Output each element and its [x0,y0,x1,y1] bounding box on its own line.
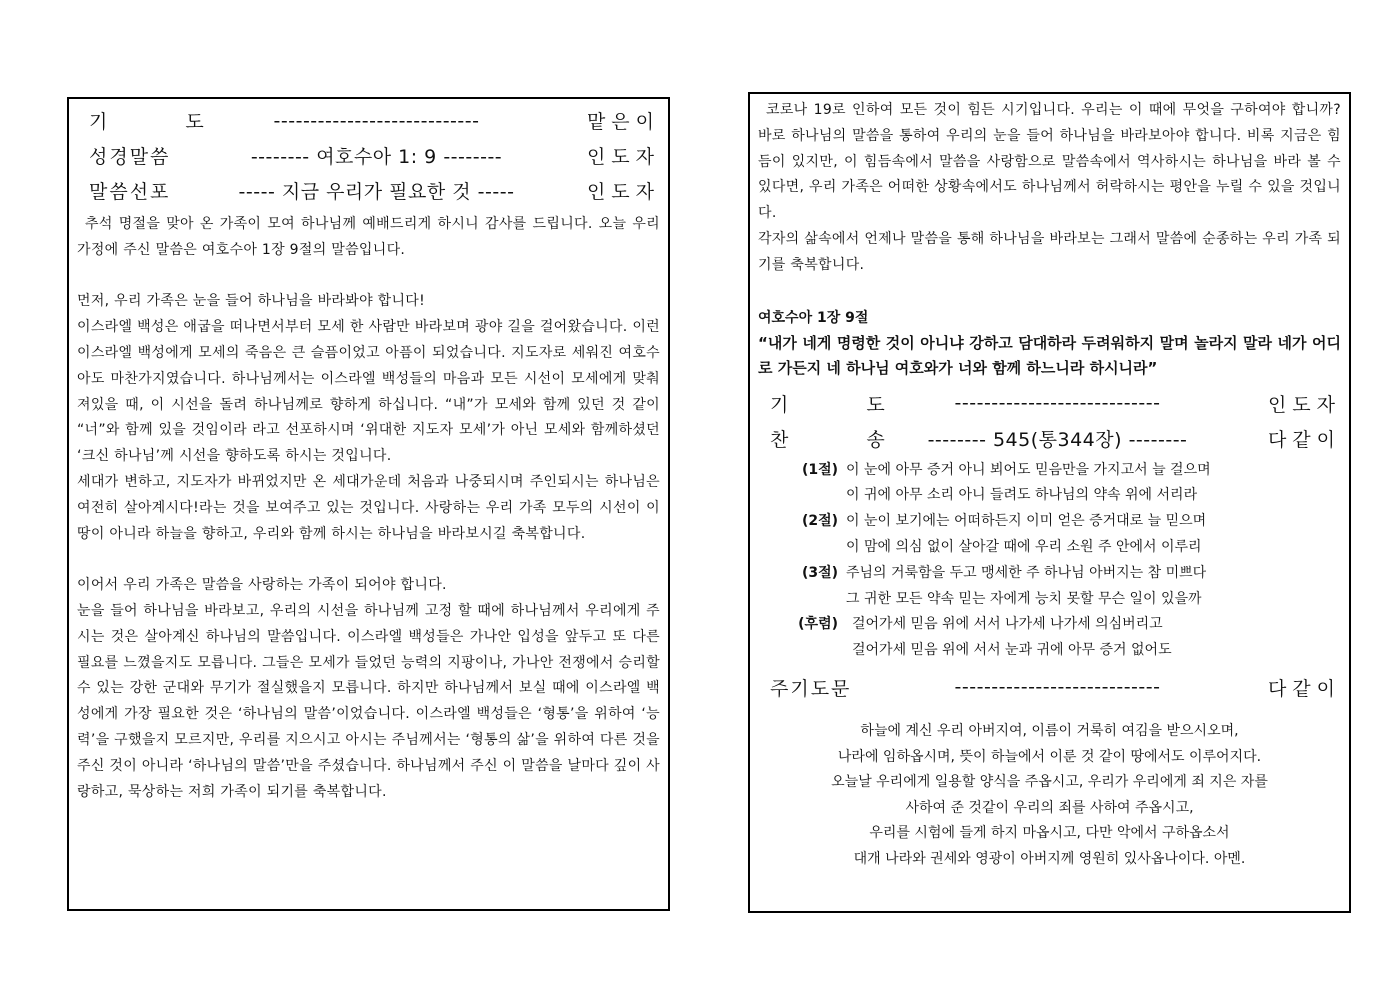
prayer-line: 사하여 준 것같이 우리의 죄를 사하여 주옵시고, [905,799,1194,816]
paragraph: 눈을 들어 하나님을 바라보고, 우리의 시선을 하나님께 고정 할 때에 하나님께서 우리에게 주시는 것은 살아계신 하나님의 말씀입니다. 이스라엘 백성들은 가나안 입성을 앞두고 또 다른 필요를 느꼈을지도 모릅니다. 그들은 모세가 들었던 능력의 지팡이나, 가나안 전쟁에서 승리할 수 있는 강한 군대와 무기가 절실했을지 모릅니다. 하지만 하나님께서 보실 때에 이스라엘 백성에게 가장 필요한 것은 ‘하나님의 말씀’이었습니다. 이스라엘 백성들은 ‘형통’을 위하여 ‘능력’을 구했을지 모르지만, 우리를 지으시고 아시는 주님께서는 ‘형통의 삶’을 위하여 다른 것을 주신 것이 아니라 ‘하나님의 말씀’만을 주셨습니다. 하나님께서 주신 이 말씀을 날마다 깊이 사랑하고, 묵상하는 저희 가족이 되기를 축복합니다. [77,602,660,800]
hymn-line [758,535,1341,561]
order-label: 찬 송 [770,428,921,451]
sermon-conclusion [758,98,1341,279]
paragraph: 이스라엘 백성은 애굽을 떠나면서부터 모세 한 사람만 바라보며 광야 길을 걸어왔습니다. 이런 이스라엘 백성에게 모세의 죽음은 큰 슬픔이었고 아픔이 되었습니다. 지도자로 세워진 여호수아도 마찬가지였습니다. 하나님께서는 이스라엘 백성들의 마음과 모든 시선이 모세에게 맞춰져있을 때, 이 시선을 돌려 하나님께로 향하게 하십니다. “내”가 모세와 함께 있던 것 같이 “너”와 함께 있을 것임이라 라고 선포하시며 ‘위대한 지도자 모세’가 아닌 모세와 함께하셨던 ‘크신 하나님’께 시선을 향하도록 하시는 것입니다. [77,319,660,465]
order-label: 기 도 [89,111,240,133]
hymn-line [758,483,1341,509]
order-role: 다같이 [1267,677,1341,700]
verse-number: (3절) [801,564,838,581]
prayer-line: 오늘날 우리에게 일용할 양식을 주옵시고, 우리가 우리에게 죄 지은 자를 [831,774,1268,791]
order-label: 기 도 [770,393,921,416]
order-row-prayer [758,386,1341,421]
order-role: 인도자 [586,146,660,168]
hymn-text: 걸어가세 믿음 위에 서서 나가세 나가세 의심버리고 [852,616,1163,633]
spacer [77,547,660,573]
hymn-line [758,612,1341,638]
order-title: -------- 여호수아 1: 9 -------- [250,146,503,168]
paragraph-heading: 먼저, 우리 가족은 눈을 들어 하나님을 바라봐야 합니다! [77,293,426,310]
order-row-prayer [77,103,660,138]
prayer-line: 나라에 임하옵시며, 뜻이 하늘에서 이룬 것 같이 땅에서도 이루어지다. [837,748,1262,765]
hymn-text: 걸어가세 믿음 위에 서서 눈과 귀에 아무 증거 없어도 [852,642,1172,659]
order-label: 주기도문 [770,677,852,700]
verse-number [758,483,846,509]
hymn-text: 이 맘에 의심 없이 살아갈 때에 우리 소원 주 안에서 이루리 [846,538,1202,555]
lords-prayer [758,719,1341,873]
order-row-sermon [77,173,660,208]
order-row-lords-prayer [758,670,1341,705]
order-label: 성경말씀 [89,146,171,168]
right-page [748,92,1351,913]
verse-reference: 여호수아 1장 9절 [758,309,869,326]
order-title: -------- 545(통344장) -------- [927,428,1188,451]
verse-number: (후렴) [798,616,838,633]
paragraph: 각자의 삶속에서 언제나 말씀을 통해 하나님을 바라보는 그래서 말씀에 순종하는 우리 가족 되기를 축복합니다. [758,230,1341,273]
hymn-line [758,458,1341,484]
hymn-line [758,509,1341,535]
verse-number [758,638,846,664]
hymn-text: 주님의 거룩함을 두고 맹세한 주 하나님 아버지는 참 미쁘다 [846,564,1207,581]
spacer [77,264,660,290]
prayer-line: 대개 나라와 권세와 영광이 아버지께 영원히 있사옵나이다. 아멘. [853,850,1246,867]
prayer-line: 하늘에 계신 우리 아버지여, 이름이 거룩히 여김을 받으시오며, [860,722,1239,739]
order-row-scripture [77,138,660,173]
order-title: ----- 지금 우리가 필요한 것 ----- [238,181,515,203]
paragraph: 코로나 19로 인하여 모든 것이 힘든 시기입니다. 우리는 이 때에 무엇을 구하여야 합니까? 바로 하나님의 말씀을 통하여 우리의 눈을 들어 하나님을 바라보아야 합니다. 비록 지금은 힘듬이 있지만, 이 힘듬속에서 말씀을 사랑함으로 말씀속에서 역사하시는 하나님을 바라 볼 수 있다면, 우리 가족은 어떠한 상황속에서도 하나님께서 허락하시는 평안을 누릴 수 있을 것입니다. [758,102,1341,222]
paragraph: 추석 명절을 맞아 온 가족이 모여 하나님께 예배드리게 하시니 감사를 드립니다. 오늘 우리 가정에 주신 말씀은 여호수아 1장 9절의 말씀입니다. [77,216,660,258]
order-role: 인도자 [586,181,660,203]
order-divider: ---------------------------- [954,392,1161,415]
hymn-text: 이 눈이 보기에는 어떠하든지 이미 얻은 증거대로 늘 믿으며 [846,513,1207,530]
paragraph: 세대가 변하고, 지도자가 바뀌었지만 온 세대가운데 처음과 나중되시며 주인되시는 하나님은 여전히 살아계시다!라는 것을 보여주고 있는 것입니다. 사랑하는 우리 가족 모두의 시선이 이 땅이 아니라 하늘을 향하고, 우리와 함께 하시는 하나님을 바라보시길 축복합니다. [77,473,660,542]
order-role: 다같이 [1267,428,1341,451]
hymn-text: 이 눈에 아무 증거 아니 뵈어도 믿음만을 가지고서 늘 걸으며 [846,461,1211,478]
order-label: 말씀선포 [89,181,171,203]
prayer-line: 우리를 시험에 들게 하지 마옵시고, 다만 악에서 구하옵소서 [869,825,1230,842]
hymn-text: 그 귀한 모든 약속 믿는 자에게 능치 못할 무슨 일이 있을까 [846,590,1202,607]
verse-number [758,535,846,561]
hymn-line [758,638,1341,664]
hymn-lyrics [758,458,1341,664]
order-role: 맡은이 [586,111,660,133]
verse-number: (2절) [801,513,838,530]
paragraph-heading: 이어서 우리 가족은 말씀을 사랑하는 가족이 되어야 합니다. [77,577,447,594]
order-divider: ---------------------------- [954,676,1161,699]
order-divider: ---------------------------- [273,109,480,132]
order-role: 인도자 [1267,393,1341,416]
sermon-body [77,212,660,805]
verse-number [758,587,846,613]
order-row-hymn [758,421,1341,456]
verse-number: (1절) [801,461,838,478]
hymn-line [758,561,1341,587]
left-page [67,97,670,911]
hymn-line [758,587,1341,613]
hymn-text: 이 귀에 아무 소리 아니 들려도 하나님의 약속 위에 서리라 [846,487,1198,504]
verse-text: “내가 네게 명령한 것이 아니냐 강하고 담대하라 두려워하지 말며 놀라지 말라 네가 어디로 가든지 네 하나님 여호와가 너와 함께 하느니라 하시니라” [758,333,1341,378]
